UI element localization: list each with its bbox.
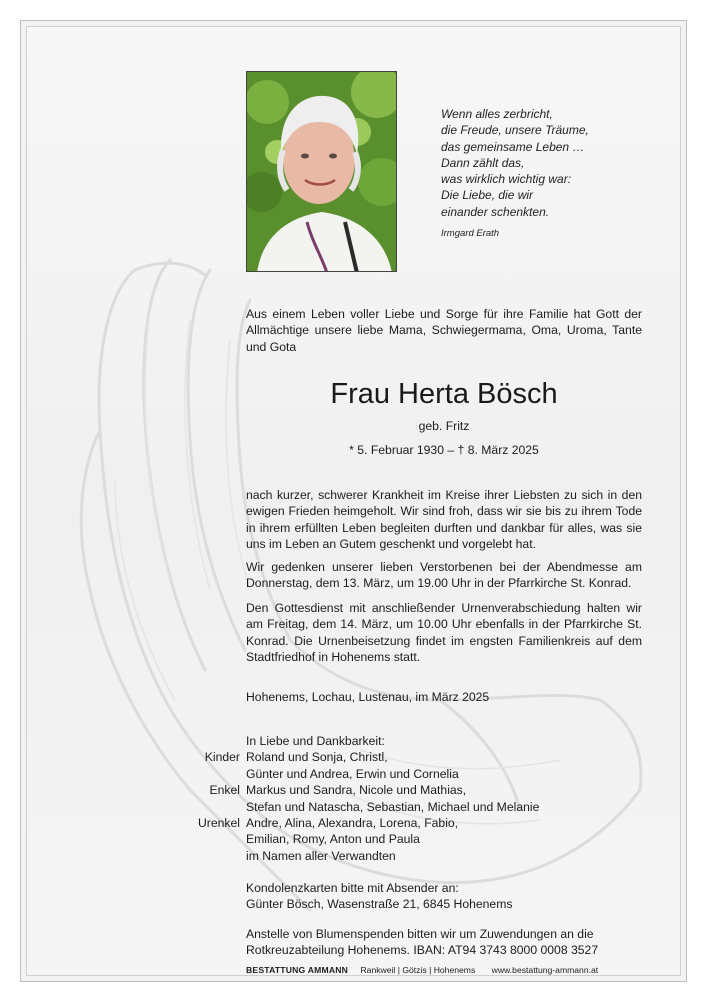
family-label [196,831,246,847]
poem-line: was wirklich wichtig war: [441,172,572,187]
family-text: Andre, Alina, Alexandra, Lorena, Fabio, [246,816,459,831]
family-list [198,733,646,864]
deceased-name: Frau Herta Bösch [330,378,558,410]
family-text: Günter und Andrea, Erwin und Cornelia [246,766,459,781]
family-row [196,766,646,782]
family-row [196,749,646,765]
family-label [196,766,246,782]
poem [441,106,651,242]
family-row [196,799,646,815]
poem-line: einander schenkten. [441,204,550,219]
family-text: Emilian, Romy, Anton und Paula [246,832,420,847]
family-label: Urenkel [198,816,240,831]
family-label: Enkel [209,783,240,798]
poem-line: die Freude, unsere Träume, [441,123,589,138]
family-row [196,733,646,749]
paragraph-evening-mass: Wir gedenken unserer lieben Verstorbenen bei der Abendmesse am Donnerstag, dem 13. März, um 19.00 Uhr in der Pfarrkirche St. Konrad. [246,560,642,591]
poem-line: Wenn alles zerbricht, [441,107,553,121]
family-row [196,831,646,847]
paragraph-passing: nach kurzer, schwerer Krankheit im Kreise ihrer Liebsten zu sich in den ewigen Frieden heimgeholt. Wir sind froh, dass wir sie bis zu ihrem Tode in ihrem erfüllten Leben begleiten durften und dankbar für alles, was sie uns im Leben an Gutem geschenkt und vorgelebt hat. [246,488,642,552]
family-label [196,848,246,864]
family-label [196,799,246,815]
funeral-home-locations: Rankweil | Götzis | Hohenems [360,965,476,975]
family-text: Roland und Sonja, Christl, [246,750,388,765]
family-text: Stefan und Natascha, Sebastian, Michael und Melanie [246,799,540,814]
portrait-photo [246,71,397,272]
condolence-note [246,880,642,913]
family-label [196,733,246,749]
portrait-illustration [247,72,397,272]
donation-note [246,926,666,959]
condolence-line: Kondolenzkarten bitte mit Absender an: [246,881,459,895]
family-text: im Namen aller Verwandten [246,848,396,863]
family-row [196,848,646,864]
funeral-home-footer [246,965,666,975]
condolence-address: Günter Bösch, Wasenstraße 21, 6845 Hohenems [246,897,513,912]
family-row [196,782,646,798]
paragraph-funeral-service: Den Gottesdienst mit anschließender Urnenverabschiedung halten wir am Freitag, dem 14. März, um 10.00 Uhr ebenfalls in der Pfarrkirche St. Konrad. Die Urnenbeisetzung findet im engsten Familienkreis auf dem Stadtfriedhof in Hohenems statt. [246,601,642,665]
family-row [196,815,646,831]
family-label: Kinder [204,750,240,765]
donation-iban: Rotkreuzabteilung Hohenems. IBAN: AT94 3743 8000 0008 3527 [246,943,599,958]
donation-line: Anstelle von Blumenspenden bitten wir um Zuwendungen an die [246,927,594,941]
funeral-home-name: BESTATTUNG AMMANN [246,965,349,975]
intro-text: Aus einem Leben voller Liebe und Sorge für ihre Familie hat Gott der Allmächtige unsere liebe Mama, Schwiegermama, Oma, Uroma, Tante und Gota [246,307,642,354]
family-text: In Liebe und Dankbarkeit: [246,734,385,748]
life-dates: * 5. Februar 1930 – † 8. März 2025 [349,443,539,457]
poem-author: Irmgard Erath [441,228,500,240]
poem-line: Dann zählt das, [441,155,525,170]
family-text: Markus und Sandra, Nicole und Mathias, [246,783,467,798]
place-date: Hohenems, Lochau, Lustenau, im März 2025 [246,690,490,704]
birth-name: geb. Fritz [418,419,470,433]
poem-line: Die Liebe, die wir [441,188,534,203]
poem-line: das gemeinsame Leben … [441,139,585,154]
funeral-home-website[interactable]: www.bestattung-ammann.at [491,965,599,975]
